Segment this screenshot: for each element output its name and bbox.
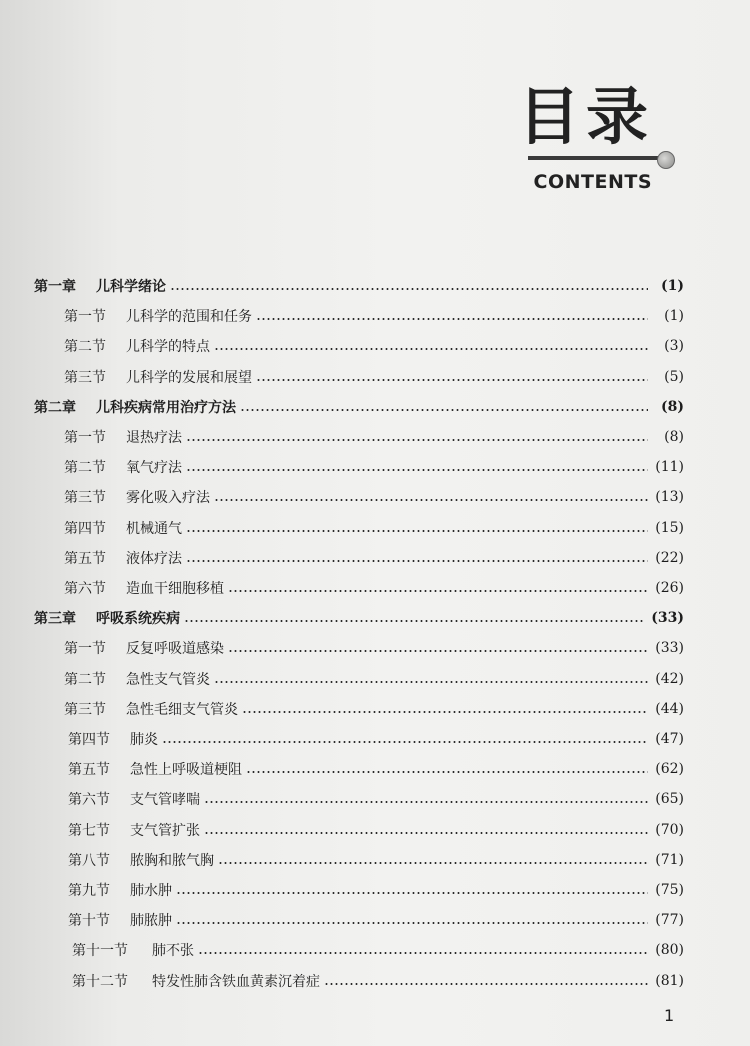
toc-entry-label: 第三节 — [64, 701, 106, 718]
toc-entry-heading: 支气管扩张 — [130, 822, 200, 839]
toc-entry-label: 第二节 — [64, 339, 106, 356]
dot-leader — [214, 499, 648, 501]
toc-entry-label: 第十二节 — [72, 973, 128, 990]
toc-section-row[interactable] — [64, 482, 684, 512]
toc-entry-page: (81) — [655, 972, 684, 989]
dot-leader — [198, 952, 648, 954]
toc-entry-label: 第七节 — [68, 822, 110, 839]
toc-entry-page: (22) — [655, 549, 684, 566]
toc-entry-page: (62) — [655, 761, 684, 778]
dot-leader — [246, 771, 648, 773]
dot-leader — [204, 801, 648, 803]
toc-entry-page: (77) — [655, 912, 684, 929]
toc-entry-label: 第三节 — [64, 490, 106, 507]
toc-chapter-row[interactable] — [34, 603, 684, 633]
toc-entry-heading: 儿科学绪论 — [96, 279, 166, 295]
dot-leader — [170, 288, 648, 290]
toc-section-row[interactable] — [64, 422, 684, 452]
dot-leader — [228, 650, 648, 652]
toc-entry-label: 第二节 — [64, 671, 106, 688]
toc-entry-heading: 机械通气 — [126, 520, 182, 537]
dot-leader — [204, 832, 648, 834]
toc-entry-heading: 雾化吸入疗法 — [126, 490, 210, 507]
dot-leader — [324, 983, 648, 985]
toc-entry-page: (33) — [651, 610, 684, 627]
toc-entry-heading: 特发性肺含铁血黄素沉着症 — [152, 973, 320, 990]
toc-entry-page: (44) — [655, 700, 684, 717]
toc-entry-heading: 肺不张 — [152, 943, 194, 960]
toc-entry-label: 第二章 — [34, 399, 76, 416]
toc-entry-page: (11) — [655, 459, 684, 476]
toc-entry-label: 第二节 — [64, 460, 106, 477]
toc-section-row[interactable] — [64, 452, 684, 482]
dot-leader — [186, 560, 648, 562]
toc-entry-page: (70) — [655, 821, 684, 838]
toc-entry-page: (15) — [655, 519, 684, 536]
page-title: 目录 — [517, 80, 654, 153]
toc-entry-heading: 儿科学的特点 — [126, 339, 210, 356]
toc-section-row[interactable] — [72, 966, 684, 996]
page-number: 1 — [664, 1006, 675, 1025]
toc-section-row[interactable] — [64, 664, 684, 694]
toc-chapter-row[interactable] — [34, 392, 684, 422]
toc-section-row[interactable] — [68, 754, 684, 784]
toc-section-row[interactable] — [68, 784, 684, 814]
toc-section-row[interactable] — [64, 362, 684, 392]
dot-leader — [256, 379, 648, 381]
dot-leader — [214, 681, 648, 683]
toc-entry-page: (33) — [655, 640, 684, 657]
toc-entry-label: 第六节 — [64, 581, 106, 597]
toc-entry-label: 第四节 — [64, 520, 106, 537]
toc-entry-page: (1) — [664, 308, 684, 325]
toc-entry-heading: 儿科学的范围和任务 — [126, 309, 252, 326]
toc-entry-heading: 退热疗法 — [126, 430, 182, 446]
toc-entry-page: (13) — [655, 489, 684, 506]
toc-entry-heading: 儿科学的发展和展望 — [126, 369, 252, 386]
toc-entry-page: (26) — [655, 580, 684, 596]
toc-section-row[interactable] — [68, 815, 684, 845]
toc-entry-heading: 肺脓肿 — [130, 913, 172, 930]
toc-entry-page: (8) — [664, 429, 684, 445]
toc-entry-label: 第六节 — [68, 792, 110, 809]
toc-entry-label: 第五节 — [64, 550, 106, 567]
toc-section-row[interactable] — [72, 935, 684, 965]
toc-entry-heading: 液体疗法 — [126, 550, 182, 567]
toc-entry-label: 第一节 — [64, 309, 106, 326]
toc-section-row[interactable] — [64, 633, 684, 663]
toc-section-row[interactable] — [64, 573, 684, 603]
dot-leader — [242, 711, 648, 713]
toc-entry-heading: 肺水肿 — [130, 883, 172, 899]
toc-entry-label: 第四节 — [68, 732, 110, 748]
dot-leader — [228, 590, 648, 592]
toc-entry-page: (3) — [664, 338, 684, 355]
dot-leader — [256, 318, 648, 320]
toc-chapter-row[interactable] — [34, 271, 684, 301]
toc-entry-page: (8) — [661, 398, 684, 415]
dot-leader — [176, 892, 648, 894]
toc-entry-heading: 肺炎 — [130, 732, 158, 748]
toc-entry-page: (47) — [655, 731, 684, 747]
toc-entry-heading: 反复呼吸道感染 — [126, 641, 224, 658]
toc-section-row[interactable] — [68, 724, 684, 754]
toc-entry-heading: 急性支气管炎 — [126, 671, 210, 688]
dot-leader — [162, 741, 648, 743]
toc-entry-page: (1) — [661, 278, 684, 294]
toc-section-row[interactable] — [64, 513, 684, 543]
toc-section-row[interactable] — [68, 875, 684, 905]
toc-section-row[interactable] — [64, 543, 684, 573]
toc-entry-label: 第一节 — [64, 430, 106, 446]
toc-section-row[interactable] — [64, 301, 684, 331]
toc-entry-label: 第三节 — [64, 369, 106, 386]
toc-entry-label: 第一章 — [34, 279, 76, 295]
toc-entry-heading: 氧气疗法 — [126, 460, 182, 477]
toc-section-row[interactable] — [68, 845, 684, 875]
toc-section-row[interactable] — [64, 694, 684, 724]
toc-entry-heading: 急性毛细支气管炎 — [126, 701, 238, 718]
toc-entry-label: 第十节 — [68, 913, 110, 930]
toc-entry-heading: 急性上呼吸道梗阻 — [130, 762, 242, 779]
toc-entry-page: (80) — [655, 942, 684, 959]
toc-entry-heading: 脓胸和脓气胸 — [130, 852, 214, 869]
dot-leader — [186, 530, 648, 532]
toc-entry-label: 第九节 — [68, 883, 110, 899]
toc-section-row[interactable] — [64, 331, 684, 361]
toc-entry-heading: 呼吸系统疾病 — [96, 611, 180, 628]
dot-leader — [218, 862, 648, 864]
toc-entry-heading: 造血干细胞移植 — [126, 581, 224, 597]
toc-section-row[interactable] — [68, 905, 684, 935]
toc-entry-label: 第五节 — [68, 762, 110, 779]
toc-entry-label: 第十一节 — [72, 943, 128, 960]
toc-entry-page: (5) — [664, 368, 684, 385]
title-ornament-icon — [657, 151, 675, 169]
toc-entry-heading: 支气管哮喘 — [130, 792, 200, 809]
dot-leader — [186, 469, 648, 471]
toc-entry-page: (75) — [655, 882, 684, 898]
toc-entry-page: (42) — [655, 670, 684, 687]
dot-leader — [240, 409, 648, 411]
dot-leader — [176, 922, 648, 924]
dot-leader — [184, 620, 645, 622]
dot-leader — [186, 439, 648, 441]
toc-entry-page: (71) — [655, 851, 684, 868]
toc-entry-page: (65) — [655, 791, 684, 808]
toc-entry-label: 第三章 — [34, 611, 76, 628]
dot-leader — [214, 348, 648, 350]
toc-entry-label: 第一节 — [64, 641, 106, 658]
toc-entry-label: 第八节 — [68, 852, 110, 869]
title-underline — [528, 156, 660, 160]
toc-entry-heading: 儿科疾病常用治疗方法 — [96, 399, 236, 416]
page-subtitle: CONTENTS — [533, 171, 652, 193]
